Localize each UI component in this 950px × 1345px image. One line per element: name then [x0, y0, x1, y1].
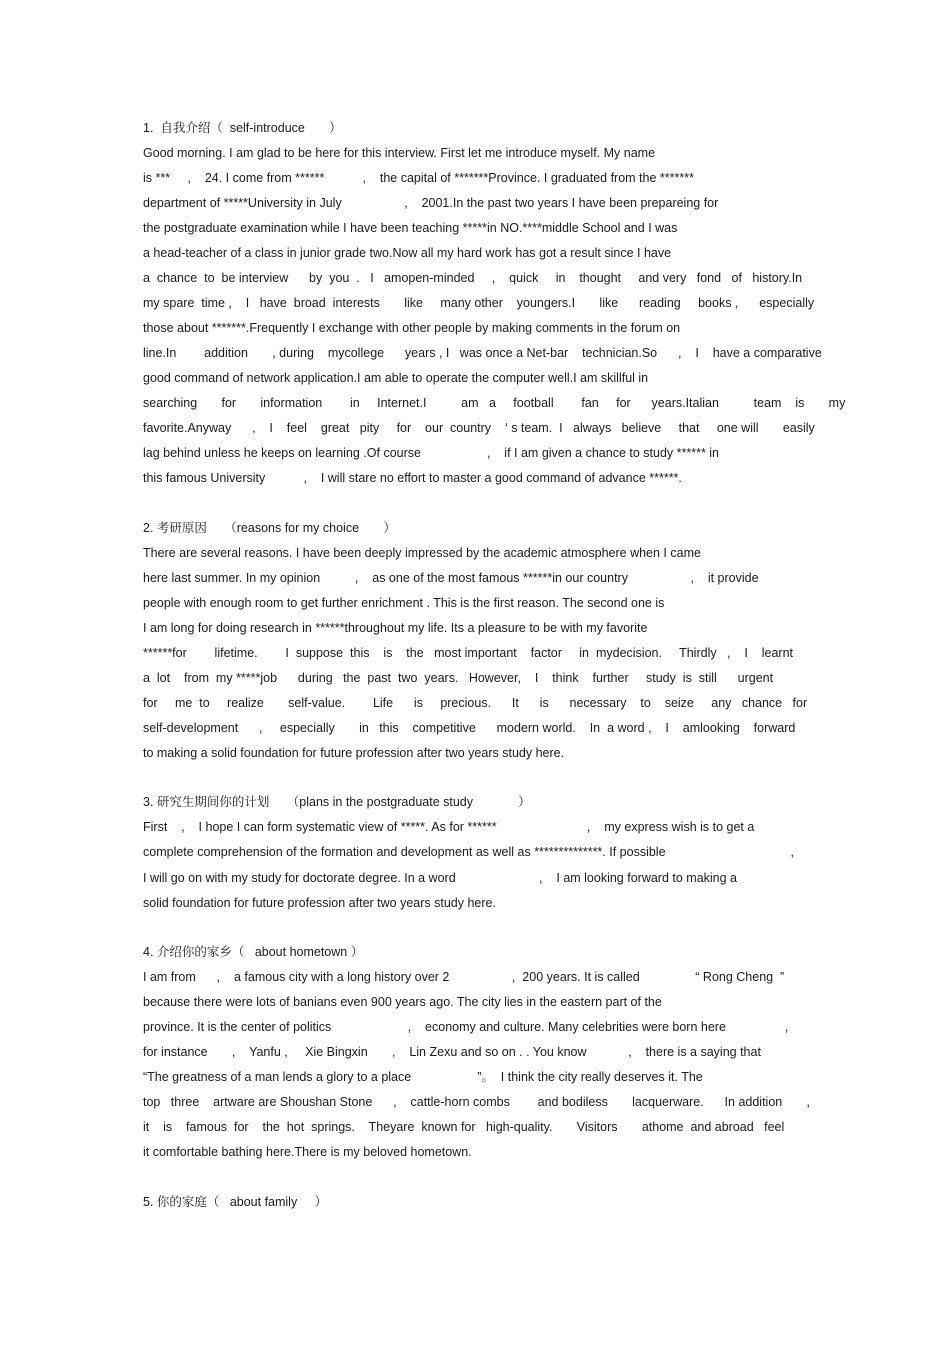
section-2-line: people with enough room to get further enrichment . This is the first reason. The second one is — [143, 596, 665, 610]
section-1-line: line.In addition , during mycollege years , I was once a Net-bar technician.So , I have a comparative — [143, 346, 822, 360]
section-1-line: this famous University , I will stare no effort to master a good command of advance ******. — [143, 471, 682, 485]
section-1-line: searching for information in Internet.I am a football fan for years.Italian team is my — [143, 396, 846, 410]
section-1-line: is *** , 24. I come from ****** , the capital of *******Province. I graduated from the ******* — [143, 171, 694, 185]
section-4-line: it is famous for the hot springs. Theyare known for high-quality. Visitors athome and abroad feel — [143, 1120, 785, 1134]
section-5-heading: 5. 你的家庭（ about family ） — [143, 1195, 328, 1209]
section-4-heading: 4. 介绍你的家乡（ about hometown ） — [143, 945, 364, 959]
section-2-line: here last summer. In my opinion , as one of the most famous ******in our country , it provide — [143, 571, 759, 585]
section-2-heading: 2. 考研原因 （reasons for my choice ） — [143, 521, 396, 535]
section-1-line: a chance to be interview by you . I amopen-minded , quick in thought and very fond of history.In — [143, 271, 803, 285]
section-4-line: because there were lots of banians even 900 years ago. The city lies in the eastern part of the — [143, 995, 662, 1009]
section-1-line: lag behind unless he keeps on learning .Of course , if I am given a chance to study ****** in — [143, 446, 720, 460]
section-1-line: my spare time , I have broad interests like many other youngers.I like reading books , especially — [143, 296, 815, 310]
section-4-line: for instance , Yanfu , Xie Bingxin , Lin Zexu and so on . . You know , there is a saying that — [143, 1045, 761, 1059]
section-1-line: Good morning. I am glad to be here for this interview. First let me introduce myself. My name — [143, 146, 656, 160]
section-1-line: a head-teacher of a class in junior grade two.Now all my hard work has got a result since I have — [143, 246, 672, 260]
section-4-line: it comfortable bathing here.There is my beloved hometown. — [143, 1145, 472, 1159]
section-2-line: a lot from my *****job during the past two years. However, I think further study is still urgent — [143, 671, 774, 685]
section-4-line: top three artware are Shoushan Stone , cattle-horn combs and bodiless lacquerware. In addition , — [143, 1095, 811, 1109]
section-2-line: self-development , especially in this competitive modern world. In a word , I amlooking forward — [143, 721, 796, 735]
section-3-line: I will go on with my study for doctorate degree. In a word , I am looking forward to making a — [143, 871, 738, 885]
section-1-line: department of *****University in July , 2001.In the past two years I have been prepareing for — [143, 196, 719, 210]
section-4-line: “The greatness of a man lends a glory to a place ”。 I think the city really deserves it. The — [143, 1070, 703, 1084]
section-3-line: complete comprehension of the formation and development as well as **************. If possible , — [143, 845, 795, 859]
section-3-line: First , I hope I can form systematic view of *****. As for ****** , my express wish is to get a — [143, 820, 755, 834]
section-1-heading: 1. 自我介绍（ self-introduce ） — [143, 121, 342, 135]
section-2-line: to making a solid foundation for future profession after two years study here. — [143, 746, 565, 760]
section-1-line: those about *******.Frequently I exchange with other people by making comments in the forum on — [143, 321, 681, 335]
section-2-line: ******for lifetime. I suppose this is the most important factor in mydecision. Thirdly , I learnt — [143, 646, 794, 660]
section-4-line: province. It is the center of politics , economy and culture. Many celebrities were born here , — [143, 1020, 789, 1034]
section-1-line: the postgraduate examination while I have been teaching *****in NO.****middle School and I was — [143, 221, 678, 235]
section-2-line: There are several reasons. I have been deeply impressed by the academic atmosphere when I came — [143, 546, 701, 560]
section-1-line: favorite.Anyway , I feel great pity for our country ‘ s team. I always believe that one will easily — [143, 421, 815, 435]
section-4-line: I am from , a famous city with a long history over 2 , 200 years. It is called “ Rong Cheng ” — [143, 970, 785, 984]
section-3-heading: 3. 研究生期间你的计划 （plans in the postgraduate study ） — [143, 795, 531, 809]
section-2-line: for me to realize self-value. Life is precious. It is necessary to seize any chance for — [143, 696, 808, 710]
section-2-line: I am long for doing research in ******throughout my life. Its a pleasure to be with my favorite — [143, 621, 648, 635]
section-3-line: solid foundation for future profession after two years study here. — [143, 896, 496, 910]
section-1-line: good command of network application.I am able to operate the computer well.I am skillful in — [143, 371, 649, 385]
